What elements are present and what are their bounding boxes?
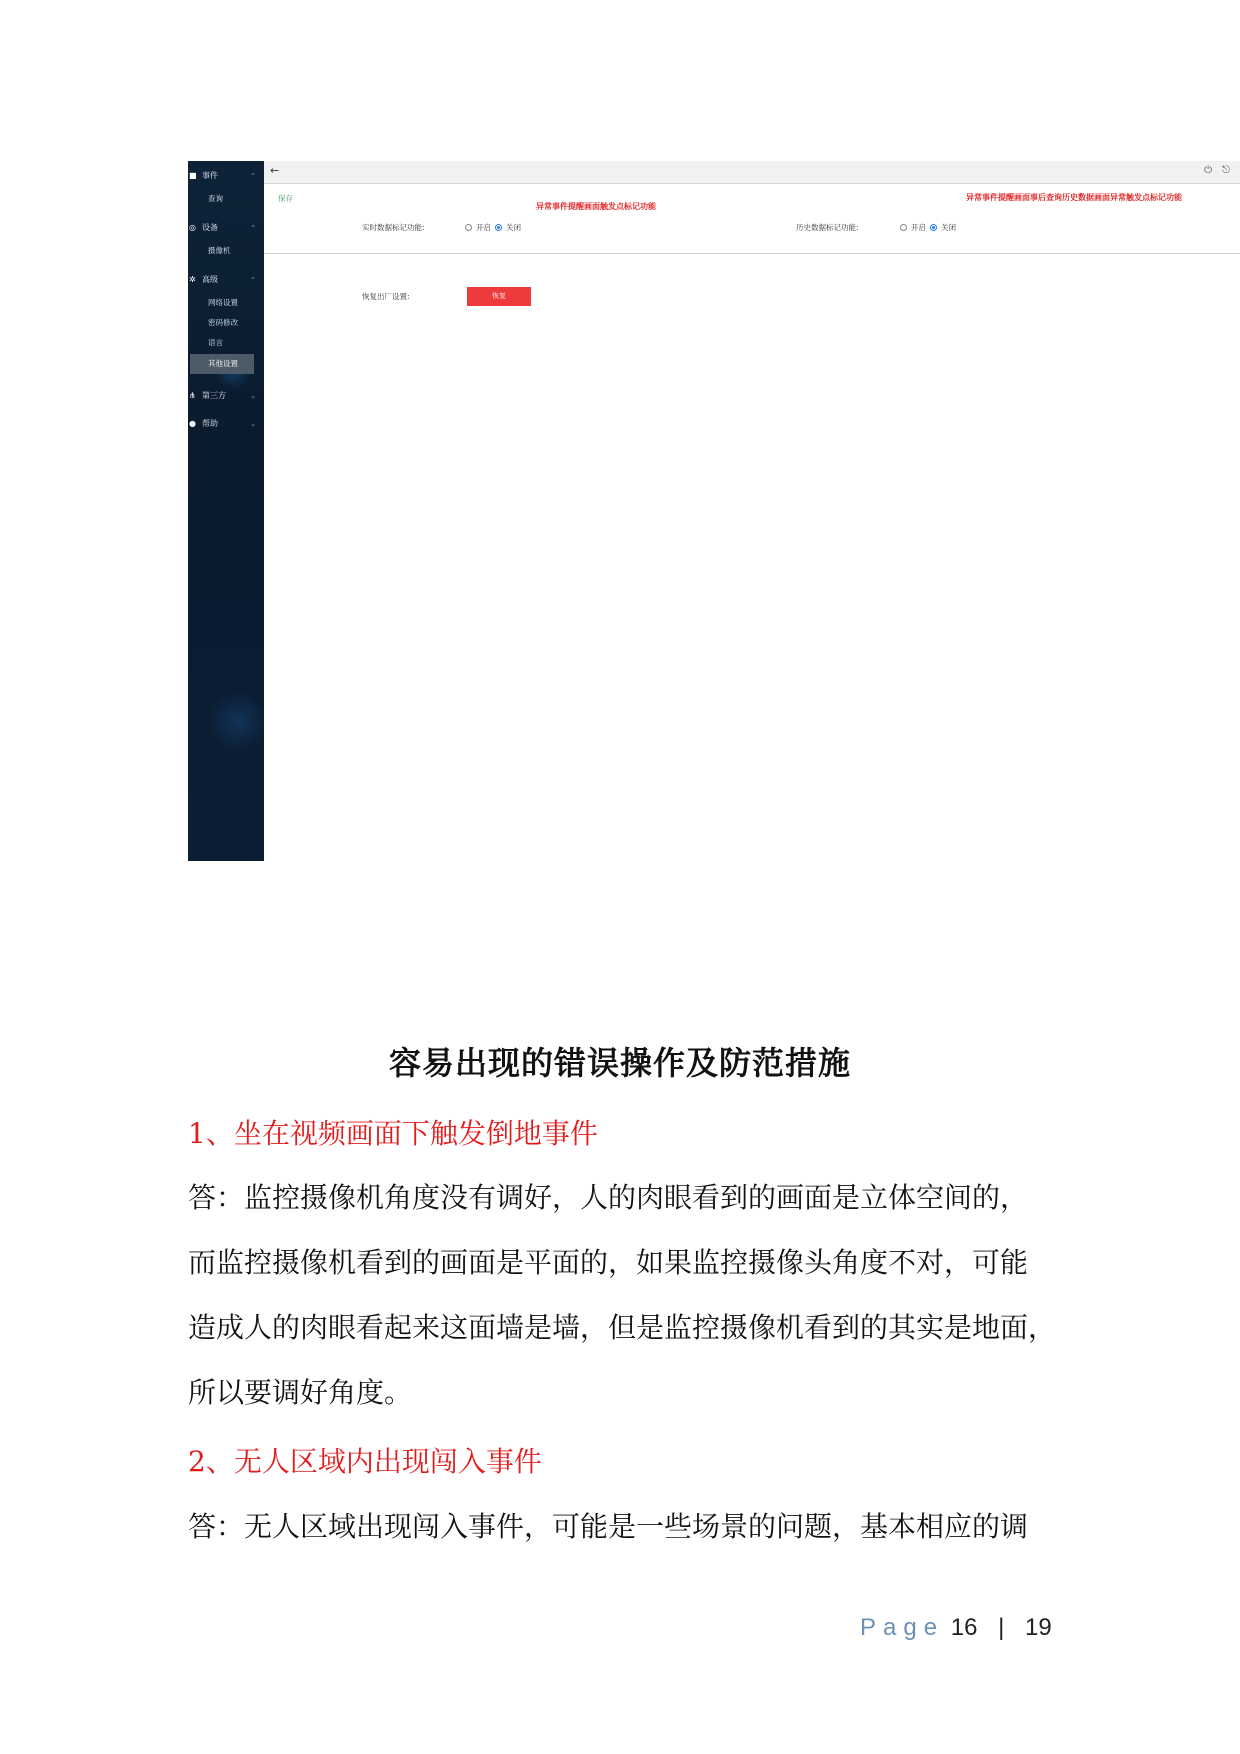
page-footer (860, 1614, 1052, 1642)
power-icon[interactable]: ⏻ (1204, 165, 1212, 176)
page-total: 19 (1025, 1614, 1052, 1641)
gear-icon: ✲ (189, 275, 196, 284)
sidebar-group-devices[interactable]: ◎ 设备 ⌃ (188, 221, 264, 235)
logout-icon[interactable]: ⎋ (1222, 165, 1230, 176)
sidebar-group-help[interactable]: ● 帮助 ⌄ (188, 417, 264, 431)
sidebar-item-query[interactable]: 查询 (208, 194, 223, 203)
question-1: 1、坐在视频画面下触发倒地事件 (188, 1117, 598, 1150)
sidebar-item-password[interactable]: 密码修改 (208, 318, 238, 327)
device-icon: ◎ (189, 223, 196, 232)
chevron-up-icon: ⌃ (250, 276, 256, 284)
question-2: 2、无人区域内出现闯入事件 (188, 1445, 542, 1478)
answer-2-line-1: 答：无人区域出现闯入事件，可能是一些场景的问题，基本相应的调 (188, 1510, 1029, 1543)
annotation-realtime: 异常事件提醒画面触发点标记功能 (536, 202, 656, 211)
embedded-screenshot (188, 161, 1240, 861)
chevron-down-icon: ⌄ (250, 420, 256, 428)
save-link[interactable]: 保存 (278, 194, 293, 203)
realtime-mark-label: 实时数据标记功能: (362, 223, 425, 232)
radio-on[interactable] (465, 224, 472, 231)
sidebar-group-advanced[interactable]: ✲ 高级 ⌃ (188, 273, 264, 287)
answer-1-line-2: 而监控摄像机看到的画面是平面的，如果监控摄像头角度不对，可能 (188, 1246, 1029, 1279)
back-arrow-icon[interactable]: ← (270, 164, 280, 177)
sidebar-item-camera[interactable]: 摄像机 (208, 246, 231, 255)
history-mark-options: 开启 关闭 (900, 222, 956, 233)
chevron-up-icon: ⌃ (250, 172, 256, 180)
answer-1-line-1: 答：监控摄像机角度没有调好，人的肉眼看到的画面是立体空间的， (188, 1181, 1029, 1214)
sidebar-item-other-settings[interactable]: 其他设置 (190, 354, 254, 374)
radio-off[interactable] (930, 224, 937, 231)
page-word: Page (860, 1614, 945, 1641)
top-bar (264, 161, 1240, 184)
answer-1-line-4: 所以要调好角度。 (188, 1376, 413, 1409)
divider (264, 253, 1240, 254)
history-mark-label: 历史数据标记功能: (796, 223, 859, 232)
restore-button[interactable]: 恢复 (467, 287, 531, 306)
sidebar-group-events[interactable]: ■ 事件 ⌃ (188, 169, 264, 183)
folder-icon: ■ (189, 171, 197, 180)
share-icon: ⋔ (189, 391, 196, 400)
answer-1-line-3: 造成人的肉眼看起来这面墙是墙，但是监控摄像机看到的其实是地面， (188, 1311, 1057, 1344)
settings-panel (264, 183, 1240, 861)
sidebar-item-network[interactable]: 网络设置 (208, 298, 238, 307)
radio-on[interactable] (900, 224, 907, 231)
sidebar-item-language[interactable]: 语言 (208, 338, 223, 347)
radio-off[interactable] (495, 224, 502, 231)
chevron-up-icon: ⌃ (250, 224, 256, 232)
sidebar (188, 161, 264, 861)
realtime-mark-options: 开启 关闭 (465, 222, 521, 233)
sidebar-group-third-party[interactable]: ⋔ 第三方 ⌄ (188, 389, 264, 403)
factory-reset-label: 恢复出厂设置: (362, 292, 410, 301)
annotation-history: 异常事件提醒画面事后查询历史数据画面异常触发点标记功能 (966, 193, 1182, 202)
page-current: 16 (950, 1614, 978, 1641)
help-icon: ● (189, 419, 196, 428)
chevron-down-icon: ⌄ (250, 392, 256, 400)
section-heading: 容易出现的错误操作及防范措施 (388, 1044, 851, 1082)
page-separator: | (998, 1614, 1005, 1641)
